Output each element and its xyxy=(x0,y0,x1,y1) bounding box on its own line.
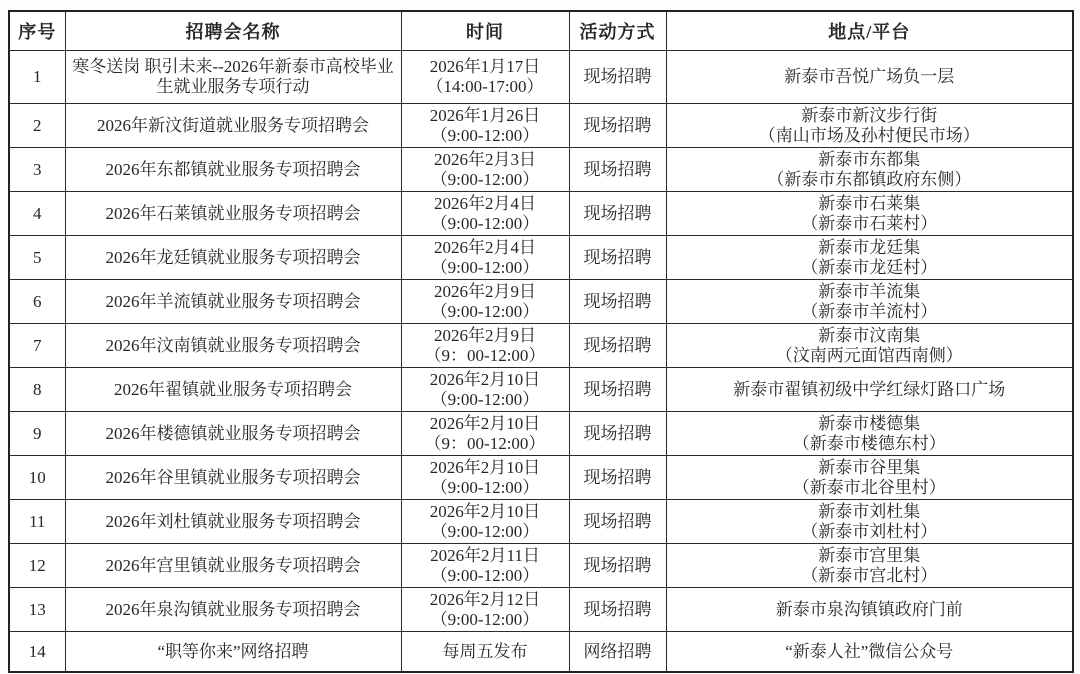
fair-name-cell: 2026年石莱镇就业服务专项招聘会 xyxy=(65,192,401,236)
fair-name-cell: 2026年东都镇就业服务专项招聘会 xyxy=(65,148,401,192)
table-row xyxy=(9,104,1073,148)
location-cell xyxy=(666,148,1073,192)
row-number-cell: 3 xyxy=(9,148,65,192)
time-cell xyxy=(401,104,569,148)
row-number-cell: 9 xyxy=(9,412,65,456)
fair-name-cell: 2026年楼德镇就业服务专项招聘会 xyxy=(65,412,401,456)
method-cell: 现场招聘 xyxy=(569,51,666,104)
location-cell xyxy=(666,368,1073,412)
time-cell xyxy=(401,280,569,324)
date-line: 2026年2月10日 xyxy=(429,369,541,389)
fair-name-cell: 2026年新汶街道就业服务专项招聘会 xyxy=(65,104,401,148)
time-cell xyxy=(401,192,569,236)
row-number-cell: 6 xyxy=(9,280,65,324)
table-row xyxy=(9,412,1073,456)
time-cell xyxy=(401,368,569,412)
date-line: 2026年2月4日 xyxy=(434,237,536,257)
fair-name-cell: 2026年羊流镇就业服务专项招聘会 xyxy=(65,280,401,324)
table-row xyxy=(9,148,1073,192)
location-line-2: （南山市场及孙村便民市场） xyxy=(758,125,980,145)
location-line-2: （新泰市龙廷村） xyxy=(801,257,938,277)
date-line: 2026年2月12日 xyxy=(429,589,541,609)
location-line-1: 新泰市楼德集 xyxy=(818,413,921,433)
row-number-cell: 1 xyxy=(9,51,65,104)
fair-name-cell: 2026年谷里镇就业服务专项招聘会 xyxy=(65,456,401,500)
fair-name-cell: 2026年翟镇就业服务专项招聘会 xyxy=(65,368,401,412)
job-fair-schedule-table xyxy=(8,10,1074,673)
time-line: （9:00-12:00） xyxy=(430,169,540,189)
fair-name-cell: “职等你来”网络招聘 xyxy=(65,632,401,673)
time-cell xyxy=(401,324,569,368)
fair-name-cell: 2026年泉沟镇就业服务专项招聘会 xyxy=(65,588,401,632)
method-cell: 现场招聘 xyxy=(569,412,666,456)
location-cell xyxy=(666,192,1073,236)
header-row xyxy=(9,11,1073,51)
time-line: （9:00-12:00） xyxy=(430,301,540,321)
method-cell: 现场招聘 xyxy=(569,236,666,280)
header-location-platform: 地点/平台 xyxy=(666,11,1073,51)
table-row xyxy=(9,324,1073,368)
location-cell xyxy=(666,412,1073,456)
row-number-cell: 2 xyxy=(9,104,65,148)
time-cell xyxy=(401,588,569,632)
time-cell xyxy=(401,456,569,500)
method-cell: 现场招聘 xyxy=(569,104,666,148)
fair-name-cell: 寒冬送岗 职引未来--2026年新泰市高校毕业生就业服务专项行动 xyxy=(65,51,401,104)
date-line: 2026年1月17日 xyxy=(429,57,541,76)
time-line: （9:00-12:00） xyxy=(430,565,540,585)
location-line-2: （新泰市刘杜村） xyxy=(801,521,938,541)
time-cell xyxy=(401,148,569,192)
date-line: 2026年2月10日 xyxy=(429,413,541,433)
location-line-1: 新泰市宫里集 xyxy=(818,545,921,565)
time-line: （9:00-12:00） xyxy=(430,389,540,409)
location-line-2: （新泰市东都镇政府东侧） xyxy=(767,169,972,189)
location-line-1: 新泰市羊流集 xyxy=(818,281,921,301)
time-cell xyxy=(401,500,569,544)
method-cell: 现场招聘 xyxy=(569,368,666,412)
location-line-1: “新泰人社”微信公众号 xyxy=(785,641,954,661)
fair-name-cell: 2026年刘杜镇就业服务专项招聘会 xyxy=(65,500,401,544)
time-line: （9:00-12:00） xyxy=(430,125,540,145)
header-time: 时间 xyxy=(401,11,569,51)
location-cell xyxy=(666,500,1073,544)
location-cell xyxy=(666,456,1073,500)
time-line: （9:00-12:00） xyxy=(430,213,540,233)
location-line-1: 新泰市石莱集 xyxy=(818,193,921,213)
time-cell xyxy=(401,236,569,280)
location-cell xyxy=(666,236,1073,280)
time-cell xyxy=(401,544,569,588)
method-cell: 现场招聘 xyxy=(569,456,666,500)
location-line-2: （新泰市宫北村） xyxy=(801,565,938,585)
row-number-cell: 5 xyxy=(9,236,65,280)
method-cell: 现场招聘 xyxy=(569,148,666,192)
time-line: （14:00-17:00） xyxy=(426,77,544,96)
table-row xyxy=(9,51,1073,104)
time-cell xyxy=(401,51,569,104)
row-number-cell: 14 xyxy=(9,632,65,673)
location-cell xyxy=(666,544,1073,588)
date-line: 2026年2月9日 xyxy=(434,281,536,301)
table-row xyxy=(9,544,1073,588)
location-line-2: （新泰市石莱村） xyxy=(801,213,938,233)
method-cell: 现场招聘 xyxy=(569,280,666,324)
location-cell xyxy=(666,280,1073,324)
fair-name-cell: 2026年龙廷镇就业服务专项招聘会 xyxy=(65,236,401,280)
method-cell: 现场招聘 xyxy=(569,500,666,544)
date-line: 每周五发布 xyxy=(442,641,528,661)
location-line-1: 新泰市汶南集 xyxy=(818,325,921,345)
row-number-cell: 11 xyxy=(9,500,65,544)
time-line: （9:00-12:00） xyxy=(430,257,540,277)
table-row xyxy=(9,368,1073,412)
row-number-cell: 10 xyxy=(9,456,65,500)
location-cell xyxy=(666,324,1073,368)
row-number-cell: 13 xyxy=(9,588,65,632)
date-line: 2026年2月10日 xyxy=(429,457,541,477)
time-line: （9:00-12:00） xyxy=(430,609,540,629)
method-cell: 现场招聘 xyxy=(569,588,666,632)
fair-name-cell: 2026年宫里镇就业服务专项招聘会 xyxy=(65,544,401,588)
location-line-1: 新泰市谷里集 xyxy=(818,457,921,477)
location-line-1: 新泰市刘杜集 xyxy=(818,501,921,521)
row-number-cell: 7 xyxy=(9,324,65,368)
time-line: （9：00-12:00） xyxy=(424,345,546,365)
table-row xyxy=(9,192,1073,236)
location-cell xyxy=(666,104,1073,148)
date-line: 2026年2月4日 xyxy=(434,193,536,213)
header-fair-name: 招聘会名称 xyxy=(65,11,401,51)
table-row xyxy=(9,500,1073,544)
table-row xyxy=(9,456,1073,500)
location-cell xyxy=(666,588,1073,632)
time-line: （9：00-12:00） xyxy=(424,433,546,453)
location-line-2: （新泰市北谷里村） xyxy=(792,477,946,497)
date-line: 2026年2月10日 xyxy=(429,501,541,521)
method-cell: 现场招聘 xyxy=(569,324,666,368)
date-line: 2026年1月26日 xyxy=(429,105,541,125)
table-row xyxy=(9,236,1073,280)
time-line: （9:00-12:00） xyxy=(430,477,540,497)
table-row xyxy=(9,632,1073,673)
location-line-2: （汶南两元面馆西南侧） xyxy=(775,345,963,365)
method-cell: 现场招聘 xyxy=(569,544,666,588)
time-line: （9:00-12:00） xyxy=(430,521,540,541)
location-cell xyxy=(666,632,1073,673)
row-number-cell: 8 xyxy=(9,368,65,412)
location-line-2: （新泰市楼德东村） xyxy=(792,433,946,453)
location-cell xyxy=(666,51,1073,104)
time-cell xyxy=(401,632,569,673)
date-line: 2026年2月11日 xyxy=(430,545,540,565)
row-number-cell: 4 xyxy=(9,192,65,236)
method-cell: 现场招聘 xyxy=(569,192,666,236)
location-line-1: 新泰市泉沟镇镇政府门前 xyxy=(775,599,963,619)
date-line: 2026年2月3日 xyxy=(434,149,536,169)
location-line-1: 新泰市新汶步行街 xyxy=(801,105,938,125)
location-line-1: 新泰市吾悦广场负一层 xyxy=(784,67,955,86)
location-line-1: 新泰市翟镇初级中学红绿灯路口广场 xyxy=(733,379,1006,399)
time-cell xyxy=(401,412,569,456)
table-row xyxy=(9,588,1073,632)
header-activity-method: 活动方式 xyxy=(569,11,666,51)
table-row xyxy=(9,280,1073,324)
fair-name-cell: 2026年汶南镇就业服务专项招聘会 xyxy=(65,324,401,368)
date-line: 2026年2月9日 xyxy=(434,325,536,345)
header-row-number: 序号 xyxy=(9,11,65,51)
location-line-1: 新泰市东都集 xyxy=(818,149,921,169)
row-number-cell: 12 xyxy=(9,544,65,588)
location-line-2: （新泰市羊流村） xyxy=(801,301,938,321)
location-line-1: 新泰市龙廷集 xyxy=(818,237,921,257)
method-cell: 网络招聘 xyxy=(569,632,666,673)
